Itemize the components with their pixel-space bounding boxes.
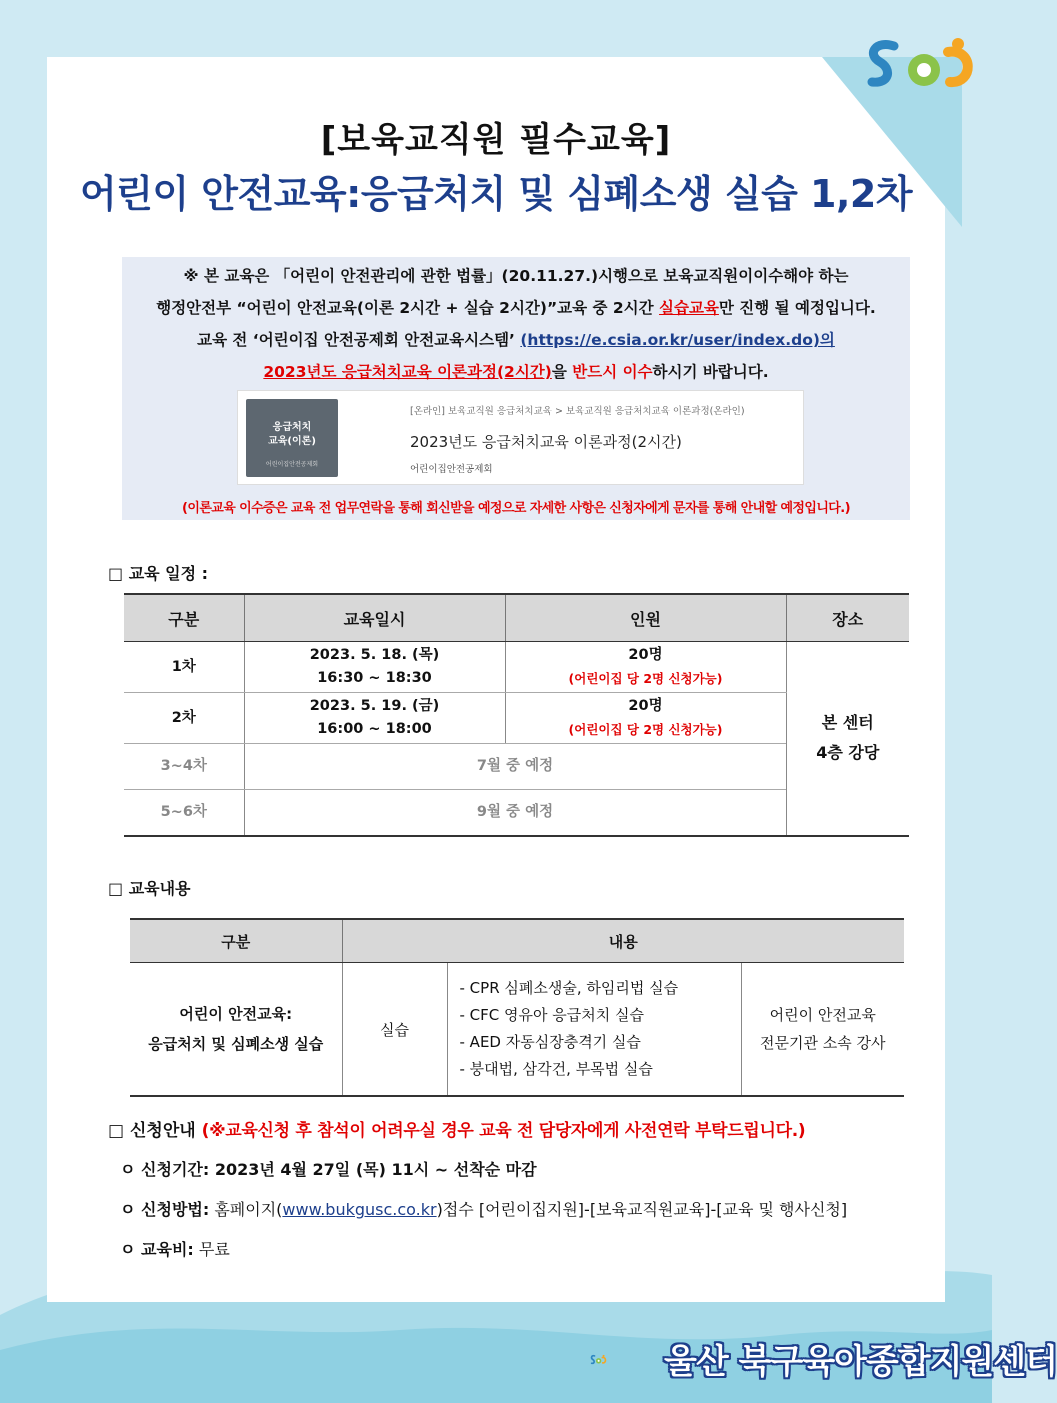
homepage-link[interactable]: www.bukgusc.co.kr — [282, 1200, 437, 1219]
notice-line-3: 교육 전 ‘어린이집 안전공제회 안전교육시스템’ (https://e.csia.or.kr/user/index.do)의 — [197, 331, 835, 349]
footer-org-name: 울산 북구육아종합지원센터 — [664, 1342, 1057, 1382]
apply-heading: □ 신청안내 (※교육신청 후 참석이 어려우실 경우 교육 전 담당자에게 사전연락 부탁드립니다.) — [108, 1121, 806, 1141]
theory-course-emphasis: 2023년도 응급처치교육 이론과정(2시간) — [263, 363, 552, 381]
course-thumbnail: 응급처치 교육(이론) 어린이집안전공제회 — [246, 399, 338, 477]
content-items: - CPR 심폐소생술, 하임리법 실습 - CFC 영유아 응급처치 실습 - AED 자동심장충격기 실습 - 붕대법, 삼각건, 부목법 실습 — [447, 963, 741, 1097]
table-row: 2차 2023. 5. 19. (금) 16:00 ~ 18:00 20명 (어린이집 당 2명 신청가능) — [124, 693, 909, 744]
col-place: 장소 — [786, 594, 909, 642]
course-title: 2023년도 응급처치교육 이론과정(2시간) — [410, 433, 682, 451]
schedule-table — [124, 593, 909, 837]
content-heading: □ 교육내용 — [108, 879, 191, 898]
practice-emphasis: 실습교육 — [659, 299, 719, 317]
csia-link[interactable]: (https://e.csia.or.kr/user/index.do)의 — [520, 331, 835, 349]
content-table — [130, 918, 904, 1097]
col-round: 구분 — [124, 594, 244, 642]
col-people: 인원 — [505, 594, 786, 642]
footer-logo-icon — [590, 1328, 662, 1392]
course-card[interactable] — [237, 390, 804, 485]
apply-period: ㅇ 신청기간: 2023년 4월 27일 (목) 11시 ~ 선착순 마감 — [120, 1160, 537, 1179]
notice-line-4: 2023년도 응급처치교육 이론과정(2시간)을 반드시 이수하시기 바랍니다. — [263, 363, 769, 381]
table-row: 5~6차 9월 중 예정 — [124, 790, 909, 836]
col-content: 내용 — [342, 919, 904, 963]
apply-fee: ㅇ 교육비: 무료 — [120, 1240, 230, 1259]
schedule-heading: □ 교육 일정 : — [108, 564, 209, 583]
center-logo-icon — [862, 32, 980, 102]
notice-remark: (이론교육 이수증은 교육 전 업무연락을 통해 회신받을 예정으로 자세한 사항은 신청자에게 문자를 통해 안내할 예정입니다.) — [182, 501, 850, 516]
course-org: 어린이집안전공제회 — [410, 464, 493, 475]
page-title: 어린이 안전교육:응급처치 및 심폐소생 실습 1,2차 — [79, 172, 913, 216]
notice-line-1: ※ 본 교육은 「어린이 안전관리에 관한 법률」(20.11.27.)시행으로 보육교직원이이수해야 하는 — [183, 267, 849, 285]
notice-box — [122, 257, 910, 520]
course-breadcrumb: [온라인] 보육교직원 응급처치교육 > 보육교직원 응급처치교육 이론과정(온라인) — [410, 406, 745, 417]
table-row: 1차 2023. 5. 18. (목) 16:30 ~ 18:30 20명 (어린이집 당 2명 신청가능) 본 센터 4층 강당 — [124, 642, 909, 693]
apply-method: ㅇ 신청방법: 홈페이지(www.bukgusc.co.kr)접수 [어린이집지원]-[보육교직원교육]-[교육 및 행사신청] — [120, 1200, 848, 1219]
page-subtitle: [보육교직원 필수교육] — [320, 120, 672, 160]
table-row: 3~4차 7월 중 예정 — [124, 744, 909, 790]
col-category: 구분 — [130, 919, 342, 963]
table-row: 어린이 안전교육: 응급처치 및 심폐소생 실습 실습 - CPR 심폐소생술, 하임리법 실습 - CFC 영유아 응급처치 실습 - AED 자동심장충격기 실습 - 붕대법, 삼각건, 부목법 실습 어린이 안전교육 전문기관 소속 강사 — [130, 963, 904, 1097]
col-datetime: 교육일시 — [244, 594, 505, 642]
notice-line-2: 행정안전부 “어린이 안전교육(이론 2시간 + 실습 2시간)”교육 중 2시간 실습교육만 진행 될 예정입니다. — [156, 299, 876, 317]
place-cell: 본 센터 4층 강당 — [786, 642, 909, 836]
